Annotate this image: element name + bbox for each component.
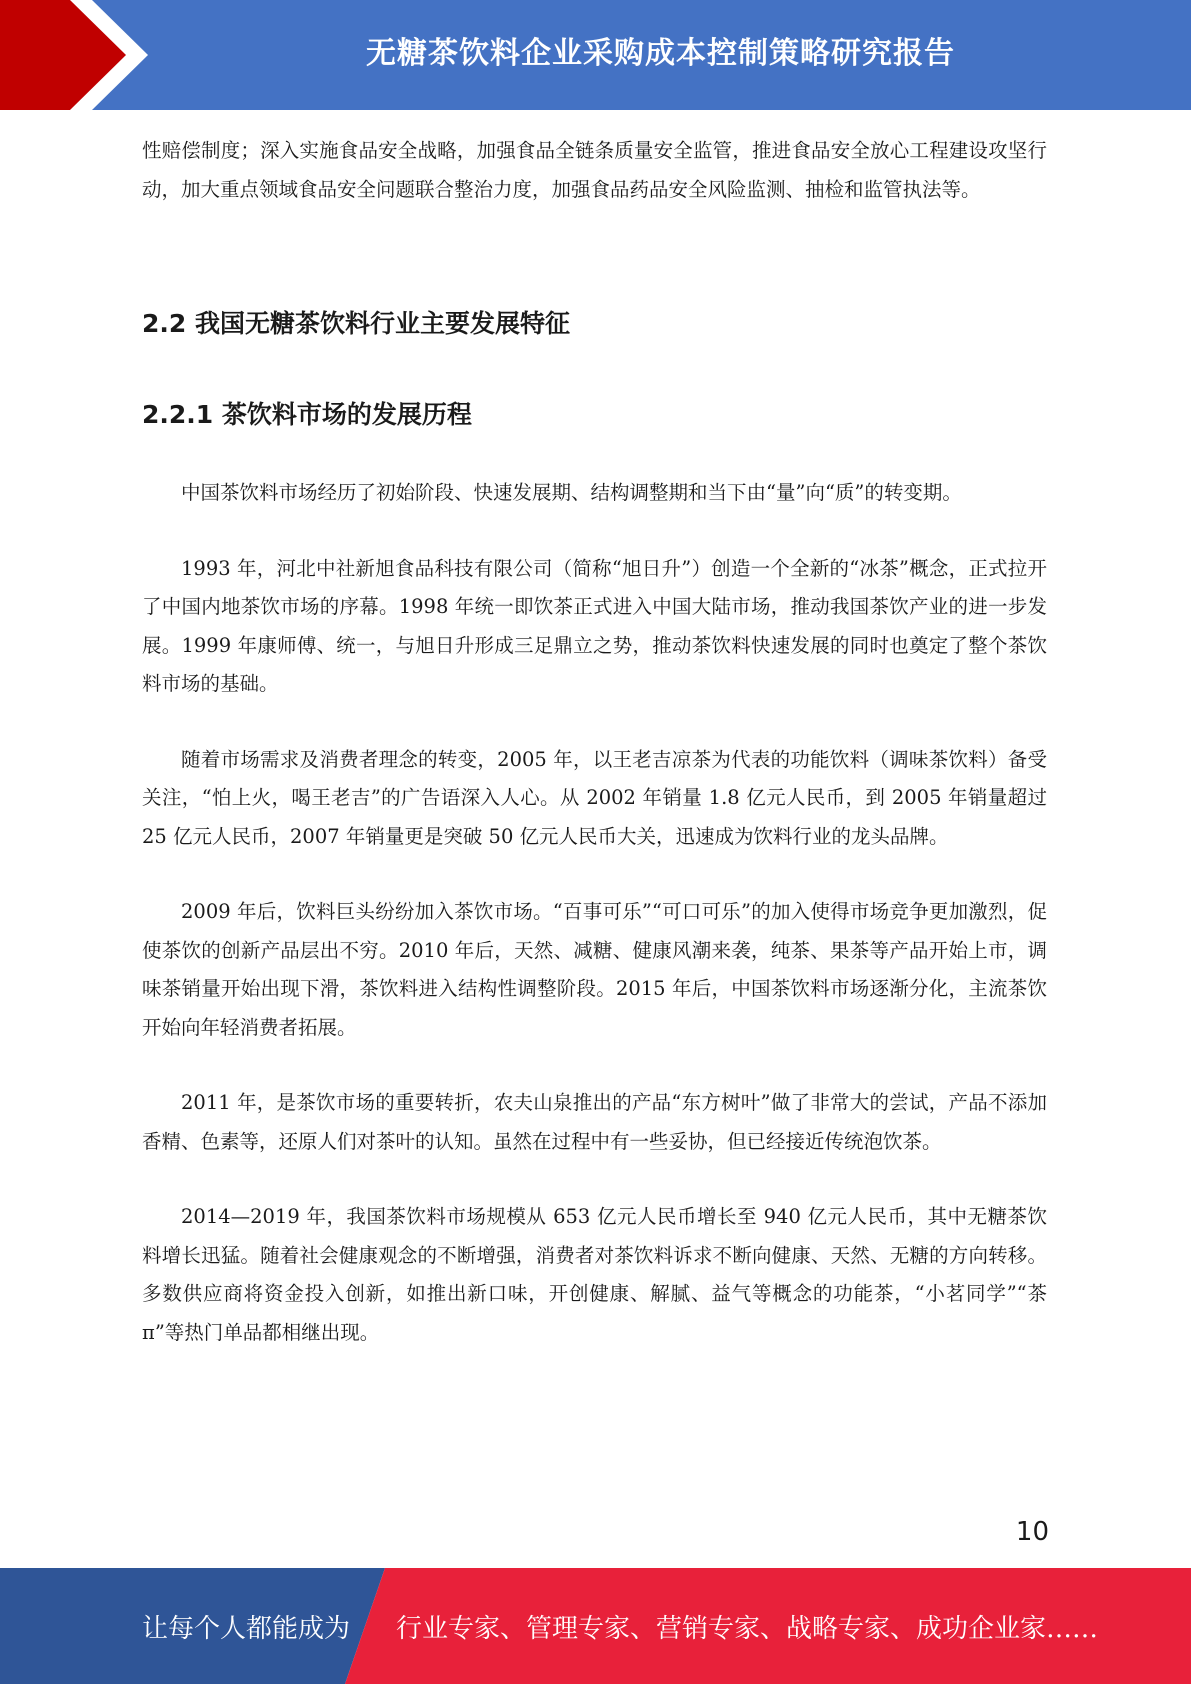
header-banner (0, 0, 1191, 110)
intro-continuation: 性赔偿制度；深入实施食品安全战略，加强食品全链条质量安全监管，推进食品安全放心工程建设攻坚行动，加大重点领域食品安全问题联合整治力度，加强食品药品安全风险监测、抽检和监管执法等。 (142, 139, 1047, 201)
footer-banner (0, 1568, 1191, 1684)
paragraph: 2009 年后，饮料巨头纷纷加入茶饮市场。“百事可乐”“可口可乐”的加入使得市场竞争更加激烈，促使茶饮的创新产品层出不穷。2010 年后，天然、减糖、健康风潮来袭，纯茶、果茶等产品开始上市，调味茶销量开始出现下滑，茶饮料进入结构性调整阶段。2015 年后，中国茶饮料市场逐渐分化，主流茶饮开始向年轻消费者拓展。 (142, 900, 1047, 1039)
page-number: 10 (1015, 1517, 1049, 1547)
report-title: 无糖茶饮料企业采购成本控制策略研究报告 (366, 36, 955, 71)
subsection-heading: 2.2.1 茶饮料市场的发展历程 (142, 400, 472, 429)
footer-slogan-left: 让每个人都能成为 (142, 1613, 351, 1644)
paragraph: 2014—2019 年，我国茶饮料市场规模从 653 亿元人民币增长至 940 亿元人民币，其中无糖茶饮料增长迅猛。随着社会健康观念的不断增强，消费者对茶饮料诉求不断向健康、天然、无糖的方向转移。多数供应商将资金投入创新，如推出新口味，开创健康、解腻、益气等概念的功能茶，“小茗同学”“茶π”等热门单品都相继出现。 (142, 1205, 1047, 1344)
paragraph: 1993 年，河北中社新旭食品科技有限公司（简称“旭日升”）创造一个全新的“冰茶”概念，正式拉开了中国内地茶饮市场的序幕。1998 年统一即饮茶正式进入中国大陆市场，推动我国茶饮产业的进一步发展。1999 年康师傅、统一，与旭日升形成三足鼎立之势，推动茶饮料快速发展的同时也奠定了整个茶饮料市场的基础。 (142, 556, 1047, 695)
page-content (142, 132, 1047, 1352)
paragraph: 2011 年，是茶饮市场的重要转折，农夫山泉推出的产品“东方树叶”做了非常大的尝试，产品不添加香精、色素等，还原人们对茶叶的认知。虽然在过程中有一些妥协，但已经接近传统泡饮茶。 (142, 1091, 1047, 1153)
section-heading: 2.2 我国无糖茶饮料行业主要发展特征 (142, 309, 570, 338)
footer-slogan-right: 行业专家、管理专家、营销专家、战略专家、成功企业家…… (396, 1613, 1099, 1644)
paragraph: 随着市场需求及消费者理念的转变，2005 年，以王老吉凉茶为代表的功能饮料（调味茶饮料）备受关注，“怕上火，喝王老吉”的广告语深入人心。从 2002 年销量 1.8 亿元人民币，到 2005 年销量超过 25 亿元人民币，2007 年销量更是突破 50 亿元人民币大关，迅速成为饮料行业的龙头品牌。 (142, 747, 1047, 848)
paragraph: 中国茶饮料市场经历了初始阶段、快速发展期、结构调整期和当下由“量”向“质”的转变期。 (181, 481, 962, 504)
